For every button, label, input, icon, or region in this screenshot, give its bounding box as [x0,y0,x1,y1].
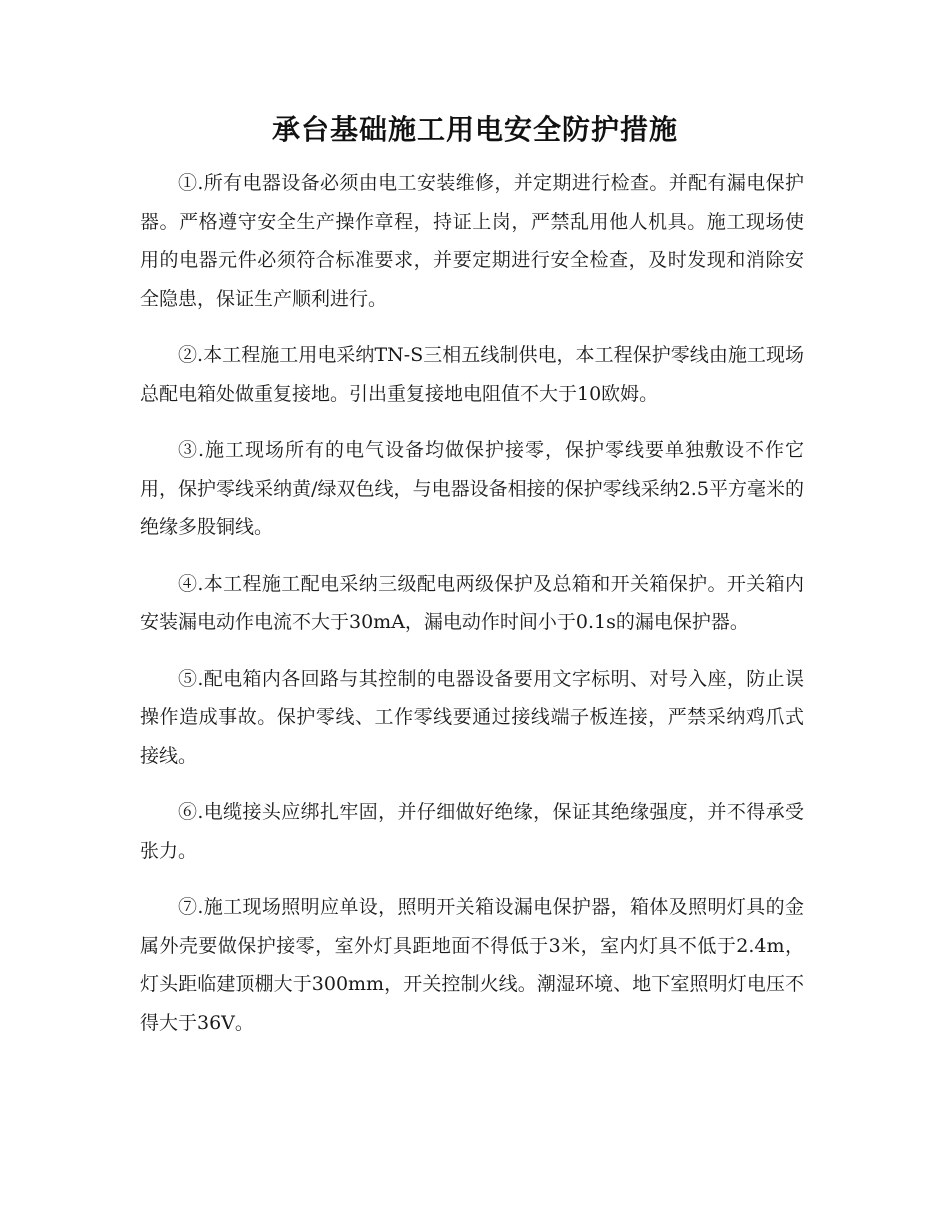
paragraph-4: ④.本工程施工配电采纳三级配电两级保护及总箱和开关箱保护。开关箱内安装漏电动作电流不大于30mA，漏电动作时间小于0.1s的漏电保护器。 [140,572,804,633]
paragraph-7: ⑦.施工现场照明应单设，照明开关箱设漏电保护器，箱体及照明灯具的金属外壳要做保护接零，室外灯具距地面不得低于3米，室内灯具不低于2.4m，灯头距临建顶棚大于300mm，开关控制火线。潮湿环境、地下室照明灯电压不得大于36V。 [140,896,804,1034]
paragraph-3: ③.施工现场所有的电气设备均做保护接零，保护零线要单独敷设不作它用，保护零线采纳黄/绿双色线，与电器设备相接的保护零线采纳2.5平方毫米的绝缘多股铜线。 [140,439,804,538]
paragraph-6: ⑥.电缆接头应绑扎牢固，并仔细做好绝缘，保证其绝缘强度，并不得承受张力。 [140,801,804,862]
document-body [140,164,804,1060]
paragraph-5: ⑤.配电箱内各回路与其控制的电器设备要用文字标明、对号入座，防止误操作造成事故。保护零线、工作零线要通过接线端子板连接，严禁采纳鸡爪式接线。 [140,667,804,767]
paragraph-2: ②.本工程施工用电采纳TN-S三相五线制供电，本工程保护零线由施工现场总配电箱处做重复接地。引出重复接地电阻值不大于10欧姆。 [140,344,804,405]
paragraph-1: ①.所有电器设备必须由电工安装维修，并定期进行检查。并配有漏电保护器。严格遵守安全生产操作章程，持证上岗，严禁乱用他人机具。施工现场使用的电器元件必须符合标准要求，并要定期进行安全检查，及时发现和消除安全隐患，保证生产顺利进行。 [140,172,804,310]
document-title: 承台基础施工用电安全防护措施 [271,113,678,146]
